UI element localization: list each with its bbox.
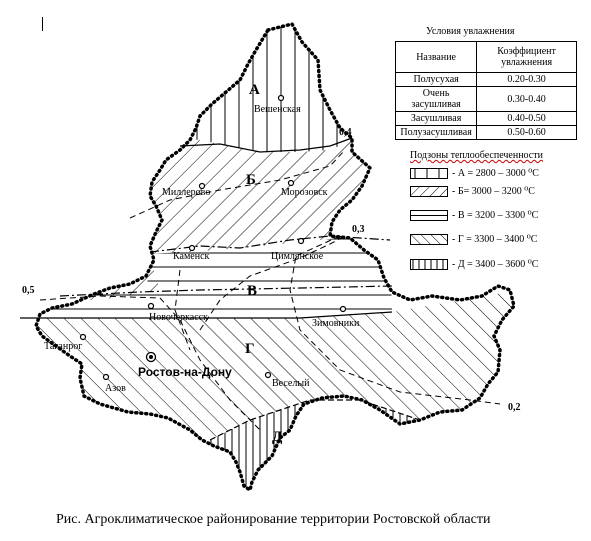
table-cell: 0.50-0.60	[477, 126, 577, 140]
table-row	[396, 126, 577, 140]
humidity-table	[395, 41, 577, 140]
table-cell: 0.20-0.30	[477, 73, 577, 87]
table-row	[396, 112, 577, 126]
isoline-label-03: 0,3	[352, 224, 365, 235]
town-label-veshenskaya: Вешенская	[254, 104, 301, 115]
town-marker-zimovniki	[341, 307, 346, 312]
table-cell: Полузасушливая	[396, 126, 477, 140]
legend-swatch-d	[410, 259, 448, 270]
table-row	[396, 73, 577, 87]
zone-label-a: А	[249, 82, 260, 98]
legend-item-a	[410, 168, 539, 179]
town-marker-azov	[104, 375, 109, 380]
town-marker-morozovsk	[289, 181, 294, 186]
town-label-taganrog: Таганрог	[44, 341, 83, 352]
town-label-novocherkassk: Новочеркасск	[149, 312, 208, 323]
legend-swatch-a	[410, 168, 448, 179]
town-marker-tsimlyanskoe	[299, 239, 304, 244]
legend-item-d	[410, 259, 538, 270]
town-marker-veselyy	[266, 373, 271, 378]
town-marker-kamensk	[190, 246, 195, 251]
legend-label-a: - А = 2800 – 3000 ⁰С	[452, 168, 539, 179]
town-label-kamensk: Каменск	[173, 251, 210, 262]
town-marker-veshenskaya	[279, 96, 284, 101]
town-marker-novocherkassk	[149, 304, 154, 309]
legend-swatch-b	[410, 186, 448, 197]
zone-label-d: Д	[272, 429, 283, 445]
legend-label-g: - Г = 3300 – 3400 ⁰С	[452, 234, 538, 245]
humidity-table-title: Условия увлажнения	[426, 26, 515, 37]
legend-label-v: - В = 3200 – 3300 ⁰С	[452, 210, 539, 221]
town-label-veselyy: Веселый	[272, 378, 310, 389]
text-cursor-icon	[42, 17, 43, 31]
legend-item-v	[410, 210, 538, 221]
legend-swatch-v	[410, 210, 448, 221]
legend-label-d: - Д = 3400 – 3600 ⁰С	[452, 259, 539, 270]
town-label-tsimlyanskoe: Цимлянское	[271, 251, 324, 262]
table-cell: 0.40-0.50	[477, 112, 577, 126]
zone-label-g: Г	[245, 341, 255, 357]
zone-label-b: Б	[246, 172, 256, 188]
legend-item-b	[410, 186, 535, 197]
isoline-label-02: 0,2	[508, 402, 521, 413]
legend-item-g	[410, 234, 537, 245]
table-cell: Очень засушливая	[396, 87, 477, 112]
zone-label-v: В	[247, 283, 258, 299]
isoline-label-04: 0,4	[339, 127, 352, 138]
legend-swatch-g	[410, 234, 448, 245]
table-header-name: Название	[396, 42, 477, 73]
town-label-zimovniki: Зимовники	[312, 318, 360, 329]
table-cell: 0.30-0.40	[477, 87, 577, 112]
town-marker-taganrog	[81, 335, 86, 340]
isoline-label-05: 0,5	[22, 285, 35, 296]
town-label-morozovsk: Морозовск	[281, 187, 328, 198]
town-label-azov: Азов	[105, 383, 126, 394]
legend-title: Подзоны теплообеспеченности	[410, 150, 543, 161]
table-cell: Засушливая	[396, 112, 477, 126]
table-row	[396, 87, 577, 112]
figure-caption: Рис. Агроклиматическое районирование территории Ростовской области	[56, 512, 491, 527]
town-label-rostov: Ростов-на-Дону	[138, 365, 232, 379]
table-header-coefficient: Коэффициент увлажнения	[477, 42, 577, 73]
town-label-millerovo: Миллерово	[162, 187, 211, 198]
legend-label-b: - Б= 3000 – 3200 ⁰С	[452, 186, 535, 197]
capital-marker-rostov	[147, 353, 156, 362]
table-cell: Полусухая	[396, 73, 477, 87]
